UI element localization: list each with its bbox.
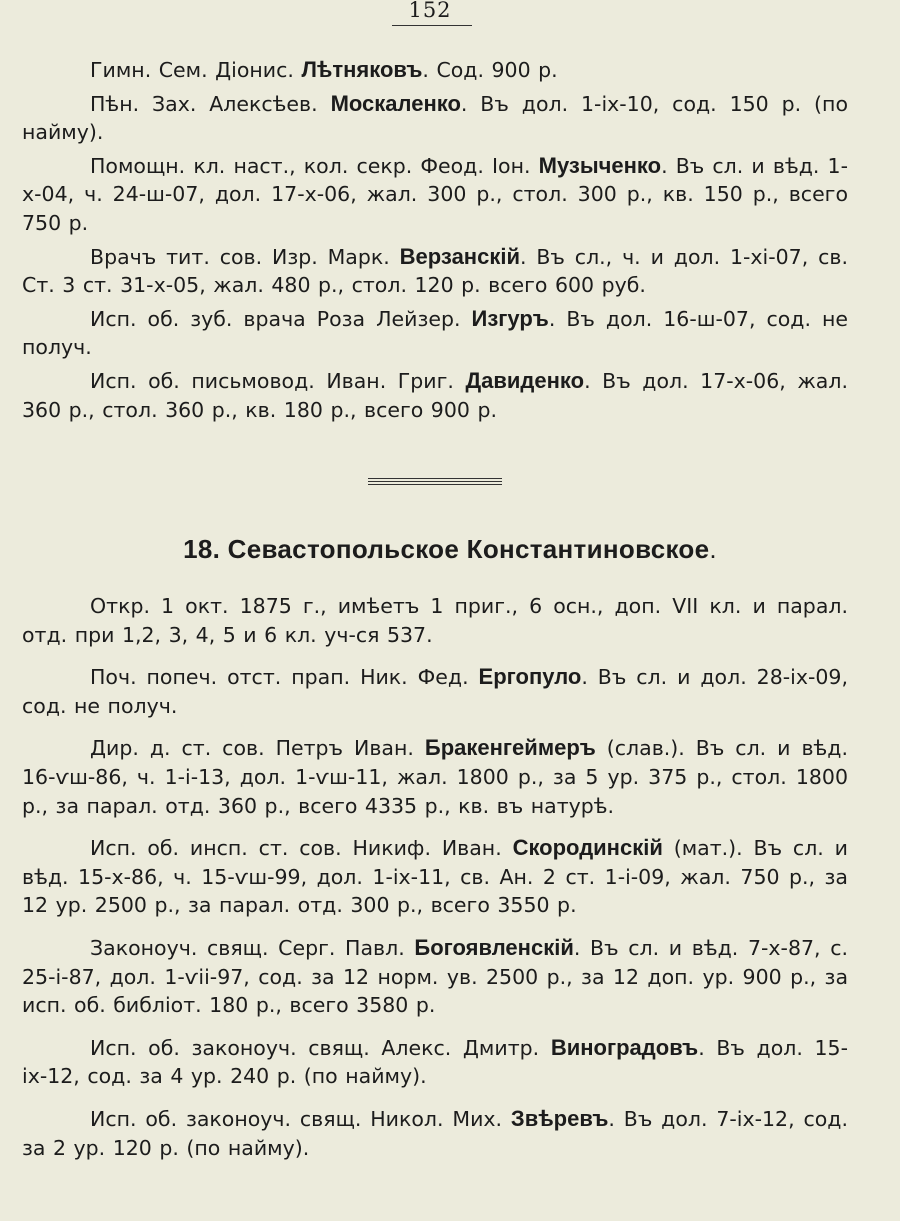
staff-list-bottom (22, 592, 848, 1176)
staff-entry: Исп. об. законоуч. свящ. Алекс. Дмитр. Виноградовъ. Въ дол. 15-іх-12, сод. за 4 ур. 240 р. (по найму). (22, 1034, 848, 1089)
staff-entry: Пѣн. Зах. Алексѣев. Москаленко. Въ дол. 1-іх-10, сод. 150 р. (по найму). (22, 90, 848, 145)
staff-name: Музыченко (538, 152, 662, 178)
staff-name: Верзанскій (399, 243, 520, 269)
staff-name: Лѣтняковъ (301, 57, 423, 82)
staff-entry: Исп. об. зуб. врача Роза Лейзер. Изгуръ. Въ дол. 16-ш-07, сод. не получ. (22, 305, 848, 360)
section-divider (368, 478, 502, 487)
staff-entry: Законоуч. свящ. Серг. Павл. Богоявленскій. Въ сл. и вѣд. 7-х-87, с. 25-і-87, дол. 1-ѵіі-97, сод. за 12 норм. ув. 2500 р., за 12 доп. ур. 900 р., за исп. об. библіот. 180 р., всего 3580 р. (22, 934, 848, 1018)
staff-entry: Исп. об. письмовод. Иван. Григ. Давиденко. Въ дол. 17-х-06, жал. 360 р., стол. 360 р., кв. 180 р., всего 900 р. (22, 367, 848, 422)
staff-entry: Поч. попеч. отст. прап. Ник. Фед. Ергопуло. Въ сл. и дол. 28-іх-09, сод. не получ. (22, 664, 848, 718)
section-heading: 18. Севастопольское Константиновское. (183, 534, 717, 564)
staff-name: Изгуръ (471, 305, 549, 331)
staff-entry: Гимн. Сем. Діонис. Лѣтняковъ. Сод. 900 р. (90, 57, 558, 82)
page-number-rule (392, 25, 472, 26)
staff-entry: Врачъ тит. сов. Изр. Марк. Верзанскій. Въ сл., ч. и дол. 1-хі-07, св. Ст. 3 ст. 31-х-05, жал. 480 р., стол. 120 р. всего 600 руб. (22, 243, 848, 298)
staff-name: Звѣревъ (510, 1105, 609, 1131)
staff-name: Виноградовъ (550, 1034, 699, 1060)
staff-name: Скородинскій (512, 835, 663, 861)
page-number: 152 (408, 0, 452, 22)
staff-list-top (22, 56, 848, 429)
staff-entry: Дир. д. ст. сов. Петръ Иван. Бракенгеймеръ (слав.). Въ сл. и вѣд. 16-ѵш-86, ч. 1-і-13, дол. 1-ѵш-11, жал. 1800 р., за 5 ур. 375 р., стол. 1800 р., за парал. отд. 360 р., всего 4335 р., кв. въ натурѣ. (22, 735, 848, 818)
staff-entry: Помощн. кл. наст., кол. секр. Феод. Іон. Музыченко. Въ сл. и вѣд. 1-х-04, ч. 24-ш-07, дол. 17-х-06, жал. 300 р., стол. 300 р., кв. 150 р., всего 750 р. (22, 152, 848, 235)
staff-name: Ергопуло (478, 664, 582, 690)
staff-entry: Исп. об. законоуч. свящ. Никол. Мих. Звѣревъ. Въ дол. 7-іх-12, сод. за 2 ур. 120 р. (по найму). (22, 1105, 848, 1160)
staff-name: Богоявленскій (414, 934, 574, 960)
staff-entry: Исп. об. инсп. ст. сов. Никиф. Иван. Скородинскій (мат.). Въ сл. и вѣд. 15-х-86, ч. 15-ѵш-99, дол. 1-іх-11, св. Ан. 2 ст. 1-і-09, жал. 750 р., за 12 ур. 2500 р., за парал. отд. 300 р., всего 3550 р. (22, 835, 848, 918)
staff-name: Москаленко (330, 90, 461, 116)
staff-name: Бракенгеймеръ (424, 735, 596, 761)
staff-name: Давиденко (465, 367, 585, 393)
school-info: Откр. 1 окт. 1875 г., имѣетъ 1 приг., 6 осн., доп. VII кл. и парал. отд. при 1,2, 3, 4, 5 и 6 кл. уч-ся 537. (22, 594, 848, 647)
